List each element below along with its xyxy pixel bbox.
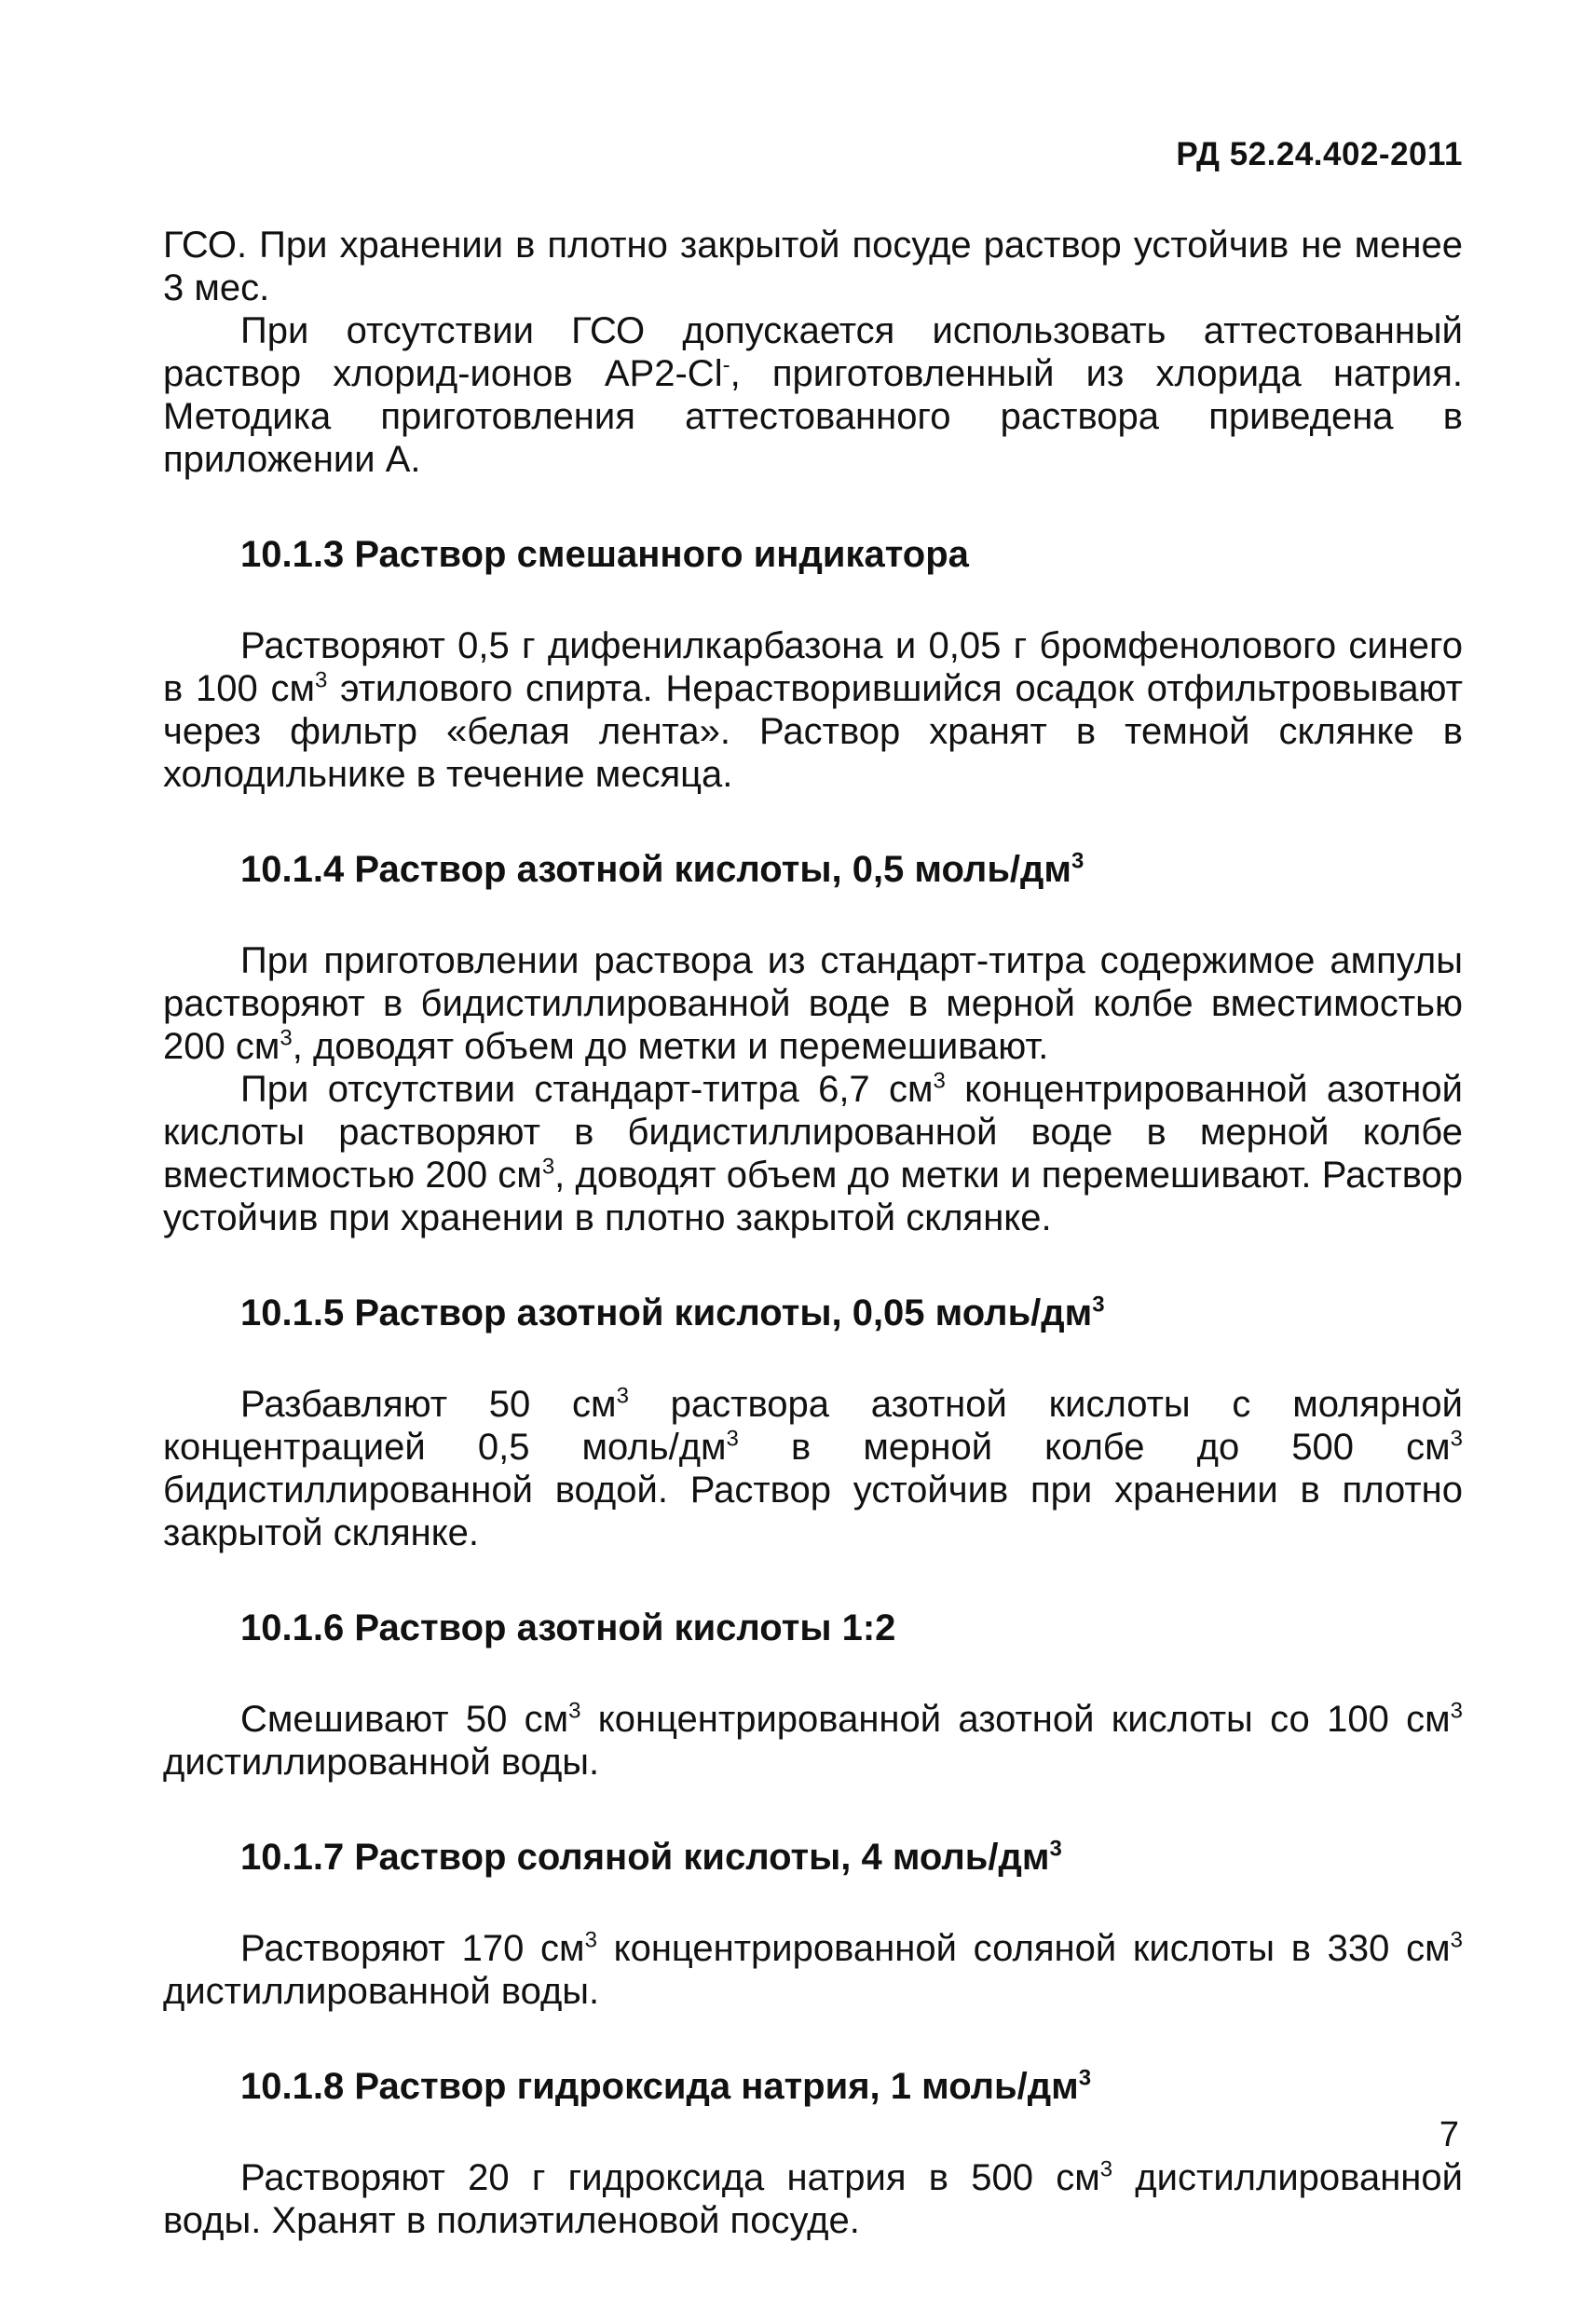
section-10-1-5-paragraph: Разбавляют 50 $см^3$ раствора азотной кислоты с молярной концентрацией 0,5 моль/$дм^3$ в мерной колбе до 500 $см^3$ бидистиллированной водой. Раствор устойчив при хранении в плотно закрытой склянке. (163, 1383, 1463, 1553)
section-10-1-4-paragraph-1: При приготовлении раствора из стандарт-титра содержимое ампулы растворяют в бидистиллированной воде в мерной колбе вместимостью 200 $см^3$, доводят объем до метки и перемешивают. (163, 940, 1463, 1067)
intro-paragraph-1: ГСО. При хранении в плотно закрытой посуде раствор устойчив не менее 3 мес. (163, 225, 1463, 308)
section-10-1-4-paragraph-2: При отсутствии стандарт-титра 6,7 $см^3$ концентрированной азотной кислоты растворяют в бидистиллированной воде в мерной колбе вместимостью 200 $см^3$, доводят объем до метки и перемешивают. Раствор устойчив при хранении в плотно закрытой склянке. (163, 1068, 1463, 1238)
page-body (163, 224, 1463, 2242)
section-10-1-8-paragraph: Растворяют 20 г гидроксида натрия в 500 $см^3$ дистиллированной воды. Хранят в полиэтиленовой посуде. (163, 2156, 1463, 2241)
section-heading-10-1-3: 10.1.3 Раствор смешанного индикатора (240, 534, 969, 575)
section-heading-10-1-6: 10.1.6 Раствор азотной кислоты 1:2 (240, 1607, 896, 1648)
section-heading-10-1-8: 10.1.8 Раствор гидроксида натрия, 1 моль/$дм^3$ (240, 2065, 1092, 2107)
section-10-1-3-paragraph: Растворяют 0,5 г дифенилкарбазона и 0,05 г бромфенолового синего в 100 $см^3$ этилового спирта. Нерастворившийся осадок отфильтровывают через фильтр «белая лента». Раствор хранят в темной склянке в холодильнике в течение месяца. (163, 625, 1463, 795)
document-code-header: РД 52.24.402-2011 (1176, 136, 1463, 172)
intro-paragraph-2: При отсутствии ГСО допускается использовать аттестованный раствор хлорид-ионов АР2-Cl-, приготовленный из хлорида натрия. Методика приготовления аттестованного раствора приведена в приложении А. (163, 310, 1463, 480)
page-number: 7 (1439, 2115, 1459, 2154)
section-heading-10-1-7: 10.1.7 Раствор соляной кислоты, 4 моль/$дм^3$ (240, 1836, 1062, 1878)
section-10-1-6-paragraph: Смешивают 50 $см^3$ концентрированной азотной кислоты со 100 $см^3$ дистиллированной воды. (163, 1698, 1463, 1783)
section-heading-10-1-5: 10.1.5 Раствор азотной кислоты, 0,05 моль/$дм^3$ (240, 1292, 1105, 1333)
section-10-1-7-paragraph: Растворяют 170 $см^3$ концентрированной соляной кислоты в 330 $см^3$ дистиллированной воды. (163, 1927, 1463, 2012)
section-heading-10-1-4: 10.1.4 Раствор азотной кислоты, 0,5 моль/$дм^3$ (240, 848, 1084, 890)
